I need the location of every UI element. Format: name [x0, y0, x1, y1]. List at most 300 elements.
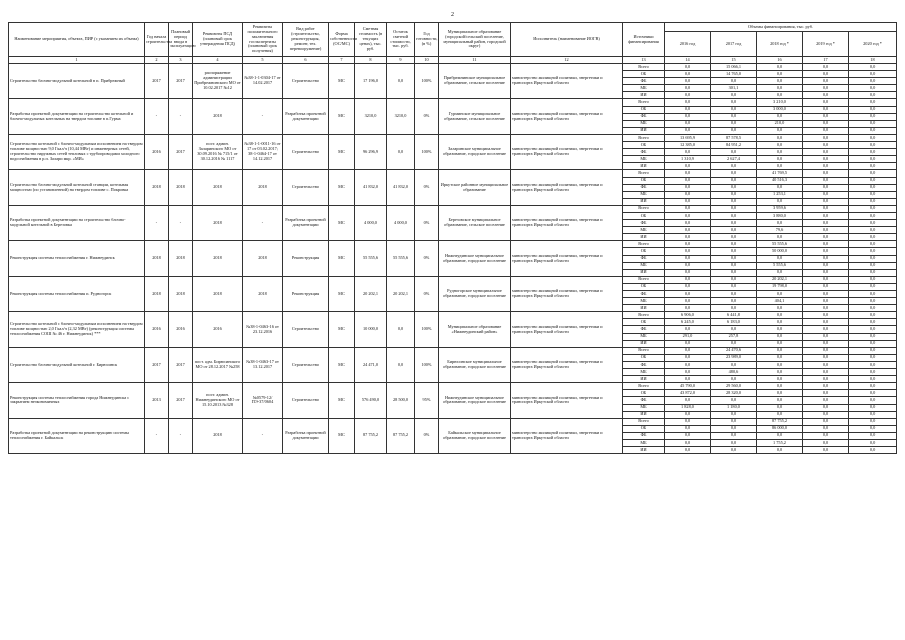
project-remaining-cost: 4 000,0 — [387, 205, 415, 240]
funding-amount: 0,0 — [803, 333, 849, 340]
project-start-year: 2016 — [145, 134, 169, 169]
project-work-type: Строительство — [283, 383, 329, 418]
funding-amount: 0,0 — [711, 361, 757, 368]
funding-source: ФБ — [623, 397, 665, 404]
project-work-type: Реконструкция — [283, 241, 329, 276]
project-psd: распоряжение администрации Прибрежнинского МО от 10.02.2017 №12 — [193, 64, 243, 99]
funding-amount: 0,0 — [803, 120, 849, 127]
funding-amount: 0,0 — [757, 142, 803, 149]
project-start-year: 2017 — [145, 347, 169, 382]
column-number: 3 — [169, 57, 193, 64]
funding-amount: 0,0 — [849, 439, 897, 446]
funding-amount: 0,0 — [849, 369, 897, 376]
funding-source: МБ — [623, 120, 665, 127]
project-planned-period: - — [169, 99, 193, 134]
column-number: 12 — [511, 57, 623, 64]
funding-amount: 0,0 — [803, 234, 849, 241]
funding-amount: 0,0 — [711, 205, 757, 212]
funding-amount: 0,0 — [711, 198, 757, 205]
project-planned-period: 2018 — [169, 170, 193, 205]
funding-amount: 0,0 — [665, 340, 711, 347]
project-work-type: Разработка проектной документации — [283, 99, 329, 134]
col-start-year-header: Год начала строительства — [145, 23, 169, 57]
funding-amount: 0,0 — [665, 113, 711, 120]
funding-amount: 3 959,6 — [757, 205, 803, 212]
funding-amount: 0,0 — [757, 319, 803, 326]
project-estimated-cost: 24 471,0 — [355, 347, 387, 382]
funding-source: МБ — [623, 191, 665, 198]
project-work-type: Реконструкция — [283, 276, 329, 311]
project-expertise: №38-1-0463-17 от 13.12.2017 — [243, 347, 283, 382]
project-ownership: МС — [329, 205, 355, 240]
funding-amount: 0,0 — [803, 212, 849, 219]
project-municipality: Прибрежнинское муниципальное образование, сельское поселение — [439, 64, 511, 99]
project-municipality: Байкальское муниципальное образование, городское поселение — [439, 418, 511, 453]
funding-amount: 0,0 — [757, 305, 803, 312]
funding-amount: 0,0 — [757, 447, 803, 454]
funding-amount: 257,8 — [711, 333, 757, 340]
project-municipality: Нижнеудинское муниципальное образование, городское поселение — [439, 383, 511, 418]
project-expertise: - — [243, 205, 283, 240]
funding-amount: 0,0 — [803, 106, 849, 113]
funding-amount: 0,0 — [711, 149, 757, 156]
funding-amount: 0,0 — [757, 64, 803, 71]
project-estimated-cost: 55 555,6 — [355, 241, 387, 276]
funding-amount: 0,0 — [757, 85, 803, 92]
funding-amount: 0,0 — [711, 376, 757, 383]
funding-amount: 0,0 — [665, 369, 711, 376]
funding-source: Всего — [623, 347, 665, 354]
project-ownership: МС — [329, 347, 355, 382]
col-ownership-header: Форма собственности (ОС/МС) — [329, 23, 355, 57]
funding-amount: 87 755,2 — [757, 418, 803, 425]
year-header: 2016 год — [665, 32, 711, 57]
funding-amount: 0,0 — [849, 248, 897, 255]
project-executor: министерство жилищной политики, энергетики и транспорта Иркутской области — [511, 134, 623, 169]
funding-amount: 0,0 — [849, 262, 897, 269]
funding-source: ИИ — [623, 163, 665, 170]
funding-amount: 0,0 — [803, 404, 849, 411]
funding-amount: 0,0 — [665, 149, 711, 156]
project-executor: министерство жилищной политики, энергетики и транспорта Иркутской области — [511, 276, 623, 311]
funding-amount: 0,0 — [849, 78, 897, 85]
funding-amount: 0,0 — [849, 397, 897, 404]
funding-amount: 0,0 — [849, 255, 897, 262]
funding-source: ФБ — [623, 432, 665, 439]
funding-amount: 0,0 — [803, 390, 849, 397]
funding-amount: 6 441,8 — [711, 312, 757, 319]
funding-amount: 0,0 — [803, 92, 849, 99]
funding-amount: 0,0 — [711, 127, 757, 134]
funding-amount: 0,0 — [665, 305, 711, 312]
funding-amount: 0,0 — [849, 163, 897, 170]
funding-amount: 0,0 — [757, 134, 803, 141]
funding-amount: 0,0 — [711, 340, 757, 347]
funding-amount: 0,0 — [803, 340, 849, 347]
project-municipality: Нижнеудинское муниципальное образование, городское поселение — [439, 241, 511, 276]
funding-amount: 0,0 — [757, 291, 803, 298]
project-name: Разработка проектной документации на строительство котельной и блочно-модульных котельных на твердом топливе в п.Гурма — [9, 99, 145, 134]
table-row — [9, 418, 897, 425]
funding-amount: 0,0 — [665, 184, 711, 191]
funding-amount: 0,0 — [757, 127, 803, 134]
column-number: 5 — [243, 57, 283, 64]
project-remaining-cost: 41 832,0 — [387, 170, 415, 205]
funding-amount: 0,0 — [803, 163, 849, 170]
column-number: 17 — [803, 57, 849, 64]
funding-amount: 12 385,0 — [665, 142, 711, 149]
project-start-year: - — [145, 205, 169, 240]
project-name: Строительство котельной с блочно-модульным исполнением на твердом топливе мощностью 9,0 Гкал/ч (10,44 МВт) и инженерных сетей, строительство наружных сетей тепловых с трубопроводами холодного водоснабжения в р.п. Залари мкр. «МИ» — [9, 134, 145, 169]
funding-amount: 0,0 — [849, 432, 897, 439]
project-remaining-cost: 87 755,2 — [387, 418, 415, 453]
funding-amount: 0,0 — [803, 205, 849, 212]
project-psd: 2018 — [193, 418, 243, 453]
funding-amount: 0,0 — [665, 248, 711, 255]
funding-amount: 291,0 — [665, 333, 711, 340]
funding-amount: 0,0 — [803, 78, 849, 85]
funding-amount: 0,0 — [803, 71, 849, 78]
funding-amount: 0,0 — [849, 291, 897, 298]
funding-amount: 0,0 — [849, 191, 897, 198]
funding-source: ИИ — [623, 92, 665, 99]
project-planned-period: 2016 — [169, 312, 193, 347]
funding-amount: 0,0 — [803, 262, 849, 269]
funding-amount: 0,0 — [803, 347, 849, 354]
funding-source: Всего — [623, 134, 665, 141]
project-work-type: Строительство — [283, 347, 329, 382]
funding-source: ИИ — [623, 340, 665, 347]
funding-source: ОБ — [623, 106, 665, 113]
year-header: 2020 год * — [849, 32, 897, 57]
project-planned-period: 2017 — [169, 64, 193, 99]
table-row — [9, 99, 897, 106]
funding-amount: 0,0 — [849, 376, 897, 383]
funding-amount: 0,0 — [849, 99, 897, 106]
project-psd: пост. админ. Заларинского МО от 30.09.2016 № 715/1 от 30.12.2016 № 1117 — [193, 134, 243, 169]
funding-source: МБ — [623, 262, 665, 269]
project-readiness: 0% — [415, 276, 439, 311]
funding-source: ИИ — [623, 234, 665, 241]
funding-amount: 0,0 — [665, 376, 711, 383]
funding-amount: 0,0 — [665, 92, 711, 99]
funding-source: ИИ — [623, 447, 665, 454]
funding-amount: 20 202,1 — [757, 276, 803, 283]
funding-amount: 0,0 — [665, 220, 711, 227]
project-ownership: МС — [329, 276, 355, 311]
funding-source: ОБ — [623, 212, 665, 219]
funding-amount: 0,0 — [849, 142, 897, 149]
funding-amount: 0,0 — [757, 411, 803, 418]
column-number: 16 — [757, 57, 803, 64]
funding-amount: 0,0 — [711, 418, 757, 425]
funding-amount: 0,0 — [803, 248, 849, 255]
funding-amount: 0,0 — [757, 376, 803, 383]
funding-amount: 0,0 — [803, 319, 849, 326]
funding-source: Всего — [623, 312, 665, 319]
funding-amount: 0,0 — [849, 425, 897, 432]
funding-source: ОБ — [623, 142, 665, 149]
funding-amount: 0,0 — [711, 298, 757, 305]
col-remaining-cost-header: Остаток сметной стоимости, тыс. руб. — [387, 23, 415, 57]
funding-source: МБ — [623, 333, 665, 340]
funding-amount: 210,0 — [757, 120, 803, 127]
funding-amount: 0,0 — [803, 298, 849, 305]
funding-source: Всего — [623, 383, 665, 390]
funding-amount: 0,0 — [849, 120, 897, 127]
project-start-year: 2018 — [145, 170, 169, 205]
funding-source: МБ — [623, 369, 665, 376]
project-municipality: Березовское муниципальное образование, сельское поселение — [439, 205, 511, 240]
funding-amount: 0,0 — [849, 227, 897, 234]
project-start-year: 2017 — [145, 64, 169, 99]
project-estimated-cost: 87 755,2 — [355, 418, 387, 453]
project-expertise: 2018 — [243, 276, 283, 311]
funding-amount: 0,0 — [849, 85, 897, 92]
funding-amount: 0,0 — [711, 99, 757, 106]
project-remaining-cost: 0,0 — [387, 312, 415, 347]
funding-amount: 15 066,1 — [711, 64, 757, 71]
funding-amount: 0,0 — [849, 184, 897, 191]
project-name: Реконструкция системы теплоснабжения п. Рудногорск — [9, 276, 145, 311]
funding-amount: 43 872,0 — [665, 390, 711, 397]
funding-amount: 0,0 — [849, 305, 897, 312]
project-work-type: Разработка проектной документации — [283, 418, 329, 453]
year-header: 2019 год * — [803, 32, 849, 57]
funding-amount: 0,0 — [803, 305, 849, 312]
project-ownership: МС — [329, 312, 355, 347]
project-municipality: Бирюсинское муниципальное образование, городское поселение — [439, 347, 511, 382]
project-estimated-cost: 20 202,1 — [355, 276, 387, 311]
funding-amount: 0,0 — [757, 361, 803, 368]
project-planned-period: - — [169, 205, 193, 240]
project-executor: министерство жилищной политики, энергетики и транспорта Иркутской области — [511, 383, 623, 418]
project-planned-period: - — [169, 418, 193, 453]
project-executor: министерство жилищной политики, энергетики и транспорта Иркутской области — [511, 347, 623, 382]
funding-amount: 0,0 — [803, 170, 849, 177]
funding-amount: 0,0 — [849, 64, 897, 71]
funding-amount: 0,0 — [757, 312, 803, 319]
project-readiness: 100% — [415, 347, 439, 382]
project-planned-period: 2018 — [169, 276, 193, 311]
funding-source: МБ — [623, 439, 665, 446]
project-estimated-cost: 4 000,0 — [355, 205, 387, 240]
funding-amount: 6 183,0 — [711, 319, 757, 326]
funding-amount: 87 578,5 — [711, 134, 757, 141]
funding-source: ОБ — [623, 283, 665, 290]
project-ownership: МС — [329, 134, 355, 169]
funding-amount: 0,0 — [849, 333, 897, 340]
project-expertise: №0579-12/ПЭ-37/0604 — [243, 383, 283, 418]
project-ownership: МС — [329, 170, 355, 205]
funding-amount: 0,0 — [665, 439, 711, 446]
table-row — [9, 134, 897, 141]
project-name: Разработка проектной документации на строительство блочно-модульной котельной в Березовка — [9, 205, 145, 240]
funding-amount: 0,0 — [757, 149, 803, 156]
project-municipality: Муниципальное образование «Нижнеудинский район» — [439, 312, 511, 347]
project-readiness: 0% — [415, 205, 439, 240]
funding-source: ФБ — [623, 220, 665, 227]
funding-amount: 3 880,0 — [757, 212, 803, 219]
project-executor: министерство жилищной политики, энергетики и транспорта Иркутской области — [511, 418, 623, 453]
project-name: Строительство блочно-модульной котельной в п. Прибрежный — [9, 64, 145, 99]
funding-amount: 0,0 — [711, 163, 757, 170]
project-ownership: МС — [329, 383, 355, 418]
funding-amount: 0,0 — [711, 255, 757, 262]
project-work-type: Строительство — [283, 64, 329, 99]
funding-amount: 0,0 — [803, 397, 849, 404]
funding-amount: 0,0 — [711, 305, 757, 312]
funding-amount: 0,0 — [803, 64, 849, 71]
funding-amount: 0,0 — [711, 269, 757, 276]
col-expertise-header: Реквизиты положительного заключения госэкспертизы (плановый срок получения) — [243, 23, 283, 57]
table-row — [9, 170, 897, 177]
project-estimated-cost: 576 490,0 — [355, 383, 387, 418]
funding-amount: 0,0 — [849, 447, 897, 454]
funding-amount: 0,0 — [803, 142, 849, 149]
funding-amount: 0,0 — [803, 99, 849, 106]
funding-amount: 0,0 — [757, 383, 803, 390]
funding-amount: 50 000,0 — [757, 248, 803, 255]
funding-amount: 0,0 — [711, 291, 757, 298]
col-work-type-header: Вид работ (строительство, реконструкция, ремонт, тех. перевооружение) — [283, 23, 329, 57]
project-municipality: Рудногорское муниципальное образование, городское поселение — [439, 276, 511, 311]
funding-amount: 3 000,0 — [757, 106, 803, 113]
col-planned-period-header: Плановый период ввода в эксплуатацию — [169, 23, 193, 57]
funding-amount: 0,0 — [803, 354, 849, 361]
funding-amount: 0,0 — [849, 241, 897, 248]
funding-amount: 0,0 — [665, 170, 711, 177]
funding-amount: 0,0 — [711, 120, 757, 127]
funding-amount: 0,0 — [711, 411, 757, 418]
project-psd: 2018 — [193, 205, 243, 240]
funding-amount: 40 516,3 — [757, 177, 803, 184]
funding-amount: 0,0 — [849, 177, 897, 184]
funding-amount: 0,0 — [665, 120, 711, 127]
col-readiness-header: Год готовности, (в %) — [415, 23, 439, 57]
funding-amount: 0,0 — [711, 439, 757, 446]
funding-amount: 0,0 — [757, 369, 803, 376]
funding-amount: 0,0 — [849, 156, 897, 163]
funding-amount: 0,0 — [849, 149, 897, 156]
funding-source: ОБ — [623, 390, 665, 397]
funding-amount: 0,0 — [711, 283, 757, 290]
financing-group-header: Объемы финансирования, тыс. руб. — [665, 23, 897, 32]
funding-amount: 0,0 — [665, 291, 711, 298]
funding-amount: 45 790,0 — [665, 383, 711, 390]
project-work-type: Строительство — [283, 170, 329, 205]
project-ownership: МС — [329, 64, 355, 99]
funding-amount: 0,0 — [803, 220, 849, 227]
funding-amount: 0,0 — [849, 411, 897, 418]
funding-amount: 0,0 — [665, 276, 711, 283]
funding-amount: 0,0 — [849, 212, 897, 219]
funding-amount: 0,0 — [803, 134, 849, 141]
project-expertise: №38-1-1-0011-16 от 17 от 03.02.2017; 38-1-0464-17 от 14.12.2017 — [243, 134, 283, 169]
funding-amount: 0,0 — [711, 184, 757, 191]
funding-amount: 0,0 — [803, 276, 849, 283]
funding-amount: 480,6 — [711, 369, 757, 376]
funding-source: Всего — [623, 241, 665, 248]
funding-amount: 0,0 — [665, 425, 711, 432]
funding-amount: 0,0 — [849, 106, 897, 113]
funding-amount: 0,0 — [711, 106, 757, 113]
funding-amount: 0,0 — [757, 269, 803, 276]
project-readiness: 100% — [415, 312, 439, 347]
funding-amount: 0,0 — [757, 113, 803, 120]
funding-amount: 0,0 — [665, 191, 711, 198]
funding-amount: 1 755,2 — [757, 439, 803, 446]
project-executor: министерство жилищной политики, энергетики и транспорта Иркутской области — [511, 205, 623, 240]
project-remaining-cost: 55 555,6 — [387, 241, 415, 276]
funding-source: МБ — [623, 404, 665, 411]
project-estimated-cost: 96 296,9 — [355, 134, 387, 169]
project-ownership: МС — [329, 241, 355, 276]
funding-amount: 0,0 — [665, 326, 711, 333]
funding-source: Всего — [623, 64, 665, 71]
funding-amount: 0,0 — [711, 262, 757, 269]
project-ownership: МС — [329, 99, 355, 134]
funding-amount: 0,0 — [757, 234, 803, 241]
column-number: 9 — [387, 57, 415, 64]
funding-source: ОБ — [623, 425, 665, 432]
funding-amount: 0,0 — [665, 99, 711, 106]
table-row — [9, 312, 897, 319]
funding-amount: 0,0 — [757, 255, 803, 262]
funding-source: ИИ — [623, 127, 665, 134]
funding-source: ИИ — [623, 198, 665, 205]
col-funding-source-header: Источники финансирования — [623, 23, 665, 57]
col-municipality-header: Муниципальное образование (городской/сельский поселение, муниципальный район, городской округ) — [439, 23, 511, 57]
project-readiness: 0% — [415, 418, 439, 453]
project-estimated-cost: 3210,0 — [355, 99, 387, 134]
funding-source: ОБ — [623, 177, 665, 184]
project-start-year: 2013 — [145, 383, 169, 418]
funding-amount: 0,0 — [849, 92, 897, 99]
project-psd: пост. админ. Нижнеудинского МО от 15.10.2013 №328 — [193, 383, 243, 418]
project-executor: министерство жилищной политики, энергетики и транспорта Иркутской области — [511, 99, 623, 134]
project-remaining-cost: 0,0 — [387, 347, 415, 382]
project-name: Строительство блочно-модульной котельной г. Бирюсинск — [9, 347, 145, 382]
funding-amount: 0,0 — [803, 177, 849, 184]
funding-amount: 0,0 — [711, 212, 757, 219]
funding-amount: 0,0 — [711, 78, 757, 85]
funding-source: ИИ — [623, 411, 665, 418]
funding-source: МБ — [623, 85, 665, 92]
project-work-type: Строительство — [283, 312, 329, 347]
project-psd: 2018 — [193, 99, 243, 134]
funding-source: Всего — [623, 276, 665, 283]
funding-amount: 0,0 — [849, 312, 897, 319]
funding-amount: 0,0 — [665, 85, 711, 92]
funding-amount: 0,0 — [803, 255, 849, 262]
funding-source: МБ — [623, 298, 665, 305]
project-remaining-cost: 20 202,1 — [387, 276, 415, 311]
funding-amount: 0,0 — [711, 241, 757, 248]
funding-amount: 0,0 — [849, 220, 897, 227]
project-executor: министерство жилищной политики, энергетики и транспорта Иркутской области — [511, 312, 623, 347]
funding-amount: 0,0 — [711, 447, 757, 454]
project-remaining-cost: 28 500,0 — [387, 383, 415, 418]
funding-amount: 1 828,0 — [665, 404, 711, 411]
project-expertise: 2018 — [243, 170, 283, 205]
funding-amount: 0,0 — [665, 447, 711, 454]
project-expertise: №38-1-1-0304-17 от 14.02.2017 — [243, 64, 283, 99]
funding-amount: 0,0 — [803, 312, 849, 319]
funding-amount: 0,0 — [803, 198, 849, 205]
funding-amount: 0,0 — [803, 369, 849, 376]
funding-amount: 0,0 — [803, 447, 849, 454]
